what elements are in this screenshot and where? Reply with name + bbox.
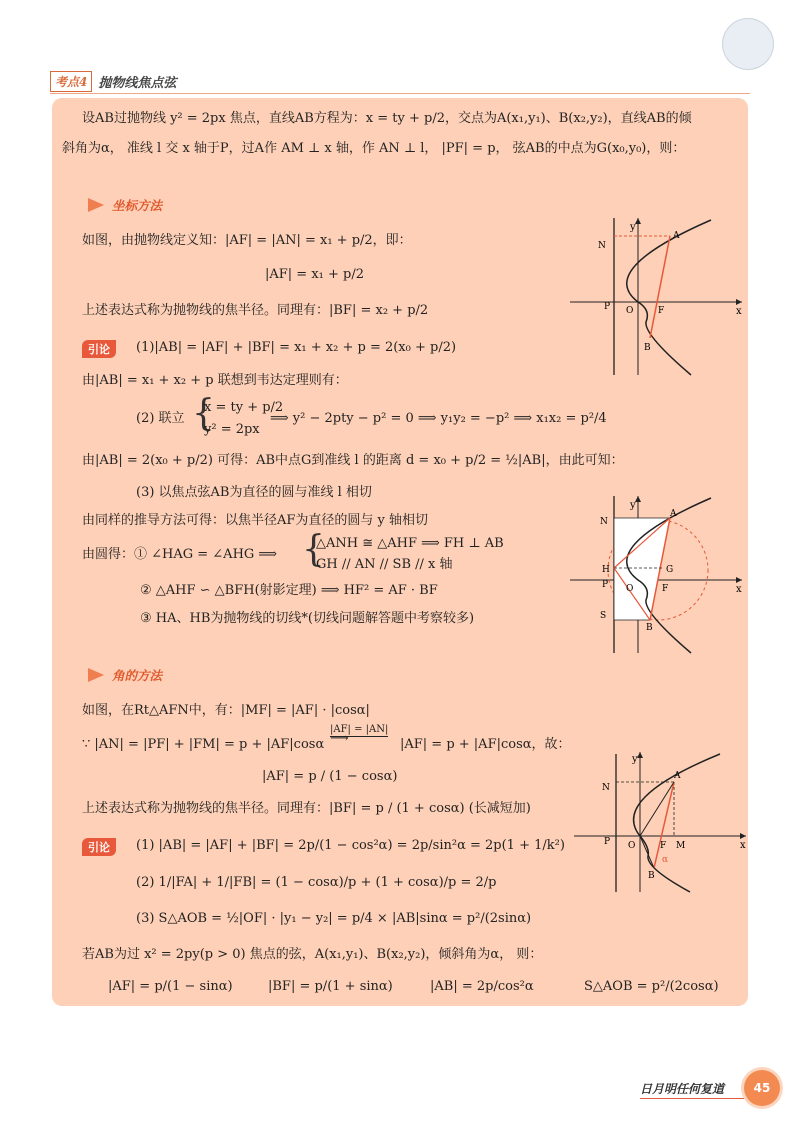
result-area: S△AOB = p²/(2cosα): [584, 979, 719, 994]
coord-line-10b2: GH // AN // SB // x 轴: [316, 557, 453, 572]
coord-line-6c: ⟹ y² − 2pty − p² = 0 ⟹ y₁y₂ = −p² ⟹ x₁x₂ = p²/4: [270, 411, 607, 426]
arrow-icon: [88, 198, 104, 212]
label-b: B: [644, 343, 651, 353]
oa-line: [640, 782, 674, 836]
circle-brace: {: [302, 529, 325, 570]
y-axis-arrow: [635, 218, 641, 224]
label-x: x: [736, 584, 742, 595]
label-n: N: [602, 783, 610, 793]
angle-line-2: ∵ |AN| = |PF| + |FM| = p + |AF|cosα: [82, 737, 325, 752]
angle-line-2b: |AF| = p + |AF|cosα，故：: [400, 737, 571, 752]
label-o: O: [626, 584, 634, 594]
angle-line-8: 若AB为过 x² = 2py(p > 0) 焦点的弦，A(x₁,y₁)、B(x₂,y₂)，倾斜角为α， 则：: [82, 947, 543, 962]
coord-line-9: 由同样的推导方法可得：以焦半径AF为直径的圆与 y 轴相切: [82, 513, 429, 528]
shaded-region: [614, 518, 670, 620]
label-n: N: [600, 517, 608, 527]
angle-arrow-label: |AF| = |AN|: [330, 724, 389, 735]
coord-line-8: (3) 以焦点弦AB为直径的圆与准线 l 相切: [136, 485, 372, 500]
intro-line-2: 斜角为α， 准线 l 交 x 轴于P，过A作 AM ⊥ x 轴，作 AN ⊥ l， |PF| = p， 弦AB的中点为G(x₀,y₀)，则：: [62, 141, 686, 156]
arrow-icon: [88, 668, 104, 682]
angle-method-title: 角的方法: [112, 668, 163, 683]
label-m: M: [676, 841, 686, 851]
label-y: y: [630, 500, 636, 511]
label-o: O: [626, 306, 634, 316]
corollary-tag-1: 引论: [82, 340, 116, 358]
y-axis-arrow: [635, 496, 641, 502]
coord-method-title: 坐标方法: [112, 198, 163, 213]
coord-line-4: (1)|AB| = |AF| + |BF| = x₁ + x₂ + p = 2(x₀ + p/2): [136, 340, 457, 355]
label-x: x: [736, 306, 742, 317]
angle-line-5: (1) |AB| = |AF| + |BF| = 2p/(1 − cos²α) = 2p/sin²α = 2p(1 + 1/k²): [136, 838, 565, 853]
angle-line-3: |AF| = p / (1 − cosα): [262, 769, 398, 784]
label-f: F: [662, 584, 669, 594]
corollary-tag-2: 引论: [82, 838, 116, 856]
intro-line-1: 设AB过抛物线 y² = 2px 焦点，直线AB方程为：x = ty + p/2，交点为A(x₁,y₁)、B(x₂,y₂)，直线AB的倾: [82, 111, 692, 126]
angle-line-4: 上述表达式称为抛物线的焦半径。同理有：|BF| = p / (1 + cosα) (长减短加): [82, 801, 531, 816]
label-s: S: [600, 611, 607, 621]
result-ab: |AB| = 2p/cos²α: [430, 979, 534, 994]
angle-line-1: 如图，在Rt△AFN中，有：|MF| = |AF| · |cosα|: [82, 703, 370, 718]
label-a: A: [674, 771, 681, 781]
result-af: |AF| = p/(1 − sinα): [108, 979, 233, 994]
x-axis-arrow: [740, 833, 746, 839]
label-n: N: [598, 241, 606, 251]
coord-method-heading: [88, 196, 162, 214]
label-y: y: [630, 222, 636, 233]
label-f: F: [660, 841, 667, 851]
label-alpha: α: [662, 855, 669, 865]
label-b: B: [648, 871, 655, 881]
label-p: P: [604, 837, 611, 847]
coord-line-10b1: △ANH ≅ △AHF ⟹ FH ⊥ AB: [316, 536, 504, 551]
coord-line-10a: 由圆得：① ∠HAG = ∠AHG ⟹: [82, 547, 278, 562]
angle-method-heading: [88, 666, 162, 684]
long-arrow: ⟶: [330, 731, 349, 746]
coord-line-6b1: x = ty + p/2: [204, 400, 284, 415]
label-p: P: [602, 580, 609, 590]
y-axis-arrow: [637, 752, 643, 758]
ob-line: [640, 836, 654, 868]
label-y: y: [632, 754, 638, 765]
coord-line-12: ③ HA、HB为抛物线的切线*(切线问题解答题中考察较多): [140, 611, 475, 626]
angle-line-6: (2) 1/|FA| + 1/|FB| = (1 − cosα)/p + (1 + cosα)/p = 2/p: [136, 875, 497, 890]
coord-line-6b2: y² = 2px: [204, 422, 260, 437]
coord-line-3: 上述表达式称为抛物线的焦半径。同理有：|BF| = x₂ + p/2: [82, 303, 429, 318]
corner-logo: [722, 18, 774, 70]
header-divider: [50, 93, 750, 94]
label-a: A: [673, 231, 680, 241]
footer-slogan: 日月明任何复道: [640, 1082, 725, 1096]
x-axis-arrow: [736, 299, 742, 305]
label-g: G: [666, 565, 674, 575]
coord-line-1: 如图，由抛物线定义知：|AF| = |AN| = x₁ + p/2，即：: [82, 233, 412, 248]
coord-line-5: 由|AB| = x₁ + x₂ + p 联想到韦达定理则有：: [82, 373, 348, 388]
coord-line-2: |AF| = x₁ + p/2: [265, 267, 364, 282]
section-badge: [50, 70, 176, 92]
page-title: 抛物线焦点弦: [98, 75, 177, 91]
label-f: F: [658, 306, 665, 316]
result-bf: |BF| = p/(1 + sinα): [268, 979, 393, 994]
x-axis-arrow: [736, 577, 742, 583]
label-o: O: [628, 841, 636, 851]
figure-parabola-2: [566, 488, 748, 658]
coord-line-7: 由|AB| = 2(x₀ + p/2) 可得：AB中点G到准线 l 的距离 d = x₀ + p/2 = ½|AB|，由此可知：: [82, 453, 624, 468]
label-a: A: [670, 509, 677, 519]
angle-line-7: (3) S△AOB = ½|OF| · |y₁ − y₂| = p/4 × |AB|sinα = p²/(2sinα): [136, 911, 532, 926]
system-brace: {: [192, 393, 215, 434]
page-number: 45: [744, 1070, 780, 1106]
label-h: H: [602, 565, 610, 575]
footer-line: [640, 1098, 744, 1099]
badge-label: 考点4: [50, 71, 92, 92]
coord-line-6a: (2) 联立: [136, 411, 185, 426]
figure-parabola-1: [566, 210, 748, 380]
coord-line-11: ② △AHF ∽ △BFH(射影定理) ⟹ HF² = AF · BF: [140, 583, 438, 598]
label-x: x: [740, 840, 746, 851]
label-b: B: [646, 623, 653, 633]
figure-parabola-3: [570, 744, 750, 894]
label-p: P: [604, 302, 611, 312]
